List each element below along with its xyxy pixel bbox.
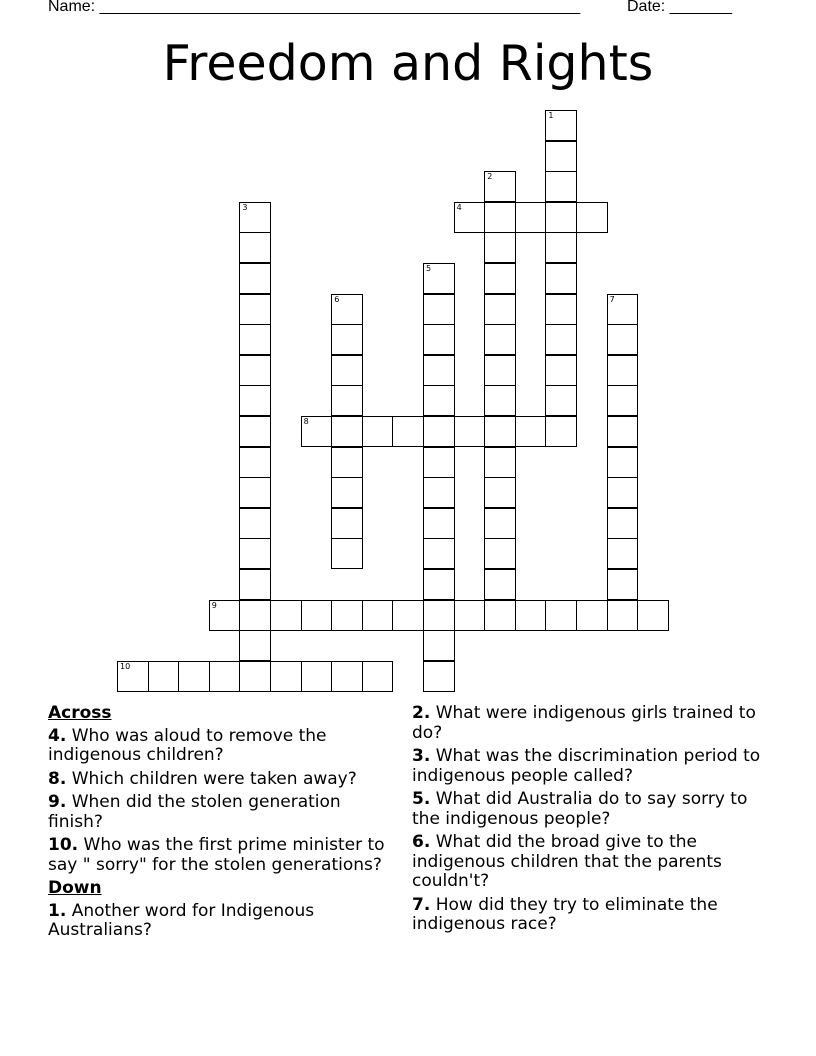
clue-number-label: 2 [487,172,493,182]
clue-down-6 [412,833,762,892]
clues-left-column [48,704,388,945]
clue-number-label: 6 [334,294,340,304]
grid-cell[interactable] [331,447,363,478]
grid-cell[interactable] [515,416,547,447]
grid-cell[interactable] [637,600,669,631]
grid-cell[interactable] [484,538,516,569]
grid-cell[interactable] [239,569,271,600]
grid-cell[interactable] [607,324,639,355]
grid-cell[interactable] [607,355,639,386]
clue-number: 1. [48,900,67,921]
clue-number: 9. [48,792,67,812]
clue-number-label: 1 [548,111,554,120]
clue-number-label: 9 [211,600,217,610]
grid-cell[interactable] [239,477,271,508]
grid-cell[interactable] [515,202,547,233]
clue-text: Another word for Indigenous Australians? [48,900,315,940]
grid-cell[interactable] [484,600,516,631]
clue-text: Who was aloud to remove the indigenous children? [48,725,327,765]
grid-cell[interactable] [362,661,394,692]
clue-number: 10. [48,835,79,855]
grid-cell[interactable] [545,600,577,631]
grid-cell[interactable] [331,385,363,416]
across-heading: Across [48,703,112,723]
clue-number: 4. [48,725,67,746]
grid-cell[interactable] [331,600,363,631]
grid-cell[interactable] [484,171,516,202]
grid-cell[interactable] [239,508,271,539]
grid-cell[interactable] [209,600,241,631]
clue-number: 8. [48,768,67,789]
grid-cell[interactable] [331,661,363,692]
grid-cell[interactable] [545,171,577,202]
grid-cell[interactable] [239,232,271,263]
grid-cell[interactable] [239,263,271,294]
grid-cell[interactable] [423,661,455,692]
clue-down-1 [48,902,388,941]
grid-cell[interactable] [239,416,271,447]
clue-text: Which children were taken away? [66,768,357,789]
grid-cell[interactable] [423,385,455,416]
grid-cell[interactable] [331,416,363,447]
grid-cell[interactable] [331,355,363,386]
grid-cell[interactable] [178,661,210,692]
grid-cell[interactable] [423,263,455,294]
grid-cell[interactable] [545,416,577,447]
grid-cell[interactable] [331,294,363,325]
grid-cell[interactable] [484,385,516,416]
grid-cell[interactable] [484,477,516,508]
grid-cell[interactable] [239,324,271,355]
grid-cell[interactable] [545,263,577,294]
grid-cell[interactable] [545,324,577,355]
grid-cell[interactable] [423,508,455,539]
clue-text: What did Australia do to say sorry to the indigenous people? [412,789,748,829]
clue-number: 6. [412,832,431,852]
grid-cell[interactable] [362,600,394,631]
clue-down-3 [412,747,762,786]
clue-number: 7. [412,894,431,915]
clue-text: What was the discrimination period to indigenous people called? [412,746,761,786]
grid-cell[interactable] [484,416,516,447]
grid-cell[interactable] [331,324,363,355]
clue-number-label: 5 [426,264,432,273]
grid-cell[interactable] [515,600,547,631]
grid-cell[interactable] [576,202,608,233]
grid-cell[interactable] [239,600,271,631]
clues-right-column [412,704,762,939]
grid-cell[interactable] [392,416,424,447]
grid-cell[interactable] [545,232,577,263]
grid-cell[interactable] [392,600,424,631]
grid-cell[interactable] [423,630,455,661]
clue-across-9 [48,793,388,832]
clue-number-label: 7 [609,294,615,304]
grid-cell[interactable] [454,416,486,447]
grid-cell[interactable] [423,569,455,600]
clue-text: What did the broad give to the indigenous children that the parents couldn't? [412,832,722,891]
grid-cell[interactable] [576,600,608,631]
clue-text: Who was the first prime minister to say " sorry" for the stolen generations? [48,835,385,875]
clue-number-label: 10 [120,661,131,671]
grid-cell[interactable] [301,661,333,692]
grid-cell[interactable] [484,324,516,355]
grid-cell[interactable] [545,141,577,172]
grid-cell[interactable] [270,661,302,692]
grid-cell[interactable] [423,538,455,569]
grid-cell[interactable] [423,447,455,478]
grid-cell[interactable] [331,508,363,539]
grid-cell[interactable] [423,600,455,631]
clue-number-label: 8 [303,417,309,426]
clue-number: 3. [412,746,431,766]
grid-cell[interactable] [331,477,363,508]
grid-cell[interactable] [484,294,516,325]
clue-text: What were indigenous girls trained to do? [412,703,756,743]
grid-cell[interactable] [331,538,363,569]
down-heading: Down [48,878,102,898]
grid-cell[interactable] [301,600,333,631]
grid-cell[interactable] [607,600,639,631]
grid-cell[interactable] [607,508,639,539]
grid-cell[interactable] [607,385,639,416]
grid-cell[interactable] [545,202,577,233]
clue-text: How did they try to eliminate the indigenous race? [412,894,718,934]
clue-down-5 [412,790,762,829]
clue-across-4 [48,727,388,766]
grid-cell[interactable] [239,630,271,661]
grid-cell[interactable] [484,569,516,600]
date-field[interactable]: Date: _______ [627,0,732,15]
grid-cell[interactable] [484,202,516,233]
grid-cell[interactable] [423,324,455,355]
grid-cell[interactable] [148,661,180,692]
grid-cell[interactable] [239,538,271,569]
grid-cell[interactable] [607,416,639,447]
grid-cell[interactable] [545,294,577,325]
grid-cell[interactable] [484,232,516,263]
grid-cell[interactable] [607,569,639,600]
clue-number: 5. [412,789,431,809]
grid-cell[interactable] [545,110,577,141]
grid-cell[interactable] [454,600,486,631]
grid-cell[interactable] [239,447,271,478]
grid-cell[interactable] [484,508,516,539]
grid-cell[interactable] [239,202,271,233]
grid-cell[interactable] [484,447,516,478]
page-title: Freedom and Rights [162,35,654,92]
clue-number-label: 3 [242,202,248,212]
clue-down-7 [412,896,762,935]
grid-cell[interactable] [301,416,333,447]
grid-cell[interactable] [423,416,455,447]
grid-cell[interactable] [607,538,639,569]
grid-cell[interactable] [607,294,639,325]
clue-down-2 [412,704,762,743]
name-field[interactable]: Name: ______________________________________________________ [48,0,581,15]
grid-cell[interactable] [239,355,271,386]
grid-cell[interactable] [423,477,455,508]
grid-cell[interactable] [239,385,271,416]
grid-cell[interactable] [239,661,271,692]
grid-cell[interactable] [423,294,455,325]
clue-across-8 [48,770,388,790]
grid-cell[interactable] [545,355,577,386]
grid-cell[interactable] [454,202,486,233]
grid-cell[interactable] [545,385,577,416]
grid-cell[interactable] [484,355,516,386]
grid-cell[interactable] [484,263,516,294]
grid-cell[interactable] [209,661,241,692]
grid-cell[interactable] [423,355,455,386]
clue-number-label: 4 [456,202,462,212]
clue-number: 2. [412,703,431,723]
grid-cell[interactable] [270,600,302,631]
grid-cell[interactable] [607,477,639,508]
grid-cell[interactable] [239,294,271,325]
grid-cell[interactable] [117,661,149,692]
grid-cell[interactable] [607,447,639,478]
clue-across-10 [48,836,388,875]
grid-cell[interactable] [362,416,394,447]
clue-text: When did the stolen generation finish? [48,792,341,832]
